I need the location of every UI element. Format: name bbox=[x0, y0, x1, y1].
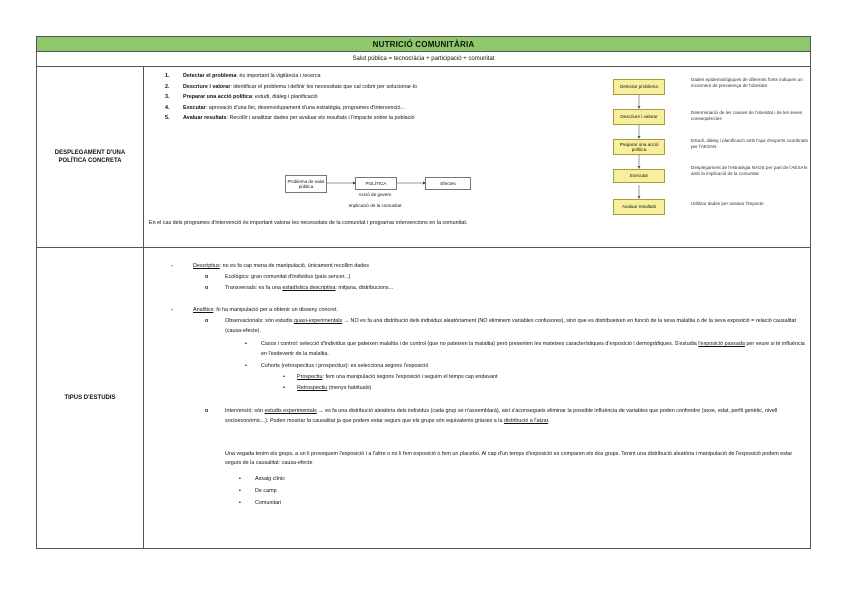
list-item: De camp bbox=[255, 488, 277, 494]
diagram-label-community: Implicació de la comunitat bbox=[348, 203, 402, 208]
row-study-types bbox=[37, 248, 810, 548]
casos-control-text: Casos i control: selecció d'individus que pateixen malaltia i de control (que no pateixen la malaltia) però presenten les mateixes característiques d'exposició i demogràfiques. S'estudia l'exposició passada per veure si té influència en l'esdevenir de la malaltia. bbox=[261, 341, 805, 358]
flow-box-describe: Descriure i valorar bbox=[613, 109, 665, 125]
diagram-box-effects: Efectes bbox=[425, 177, 471, 190]
intervencio-text: Intervenció: són estudis experimentals → es fa una distribució aleatòria dels individus (cada grup se n'assemblarà), així s'aconsegueix eliminar la possible influència de variables que poden confondre (sexe, edat, perfil genètic, nivell socioeconòmic...). Poden mostrar la causalitat ja que podem estar segurs que els grups són equivalents gràcies a la distribució a l'atzar. bbox=[225, 408, 778, 425]
page-title: NUTRICIÓ COMUNITÀRIA bbox=[37, 37, 810, 52]
bullet-dash-icon: - bbox=[171, 263, 173, 269]
policy-steps bbox=[165, 71, 625, 124]
list-item: Assaig clínic bbox=[255, 476, 285, 482]
diagram-box-policy: POLÍTICA bbox=[355, 177, 397, 190]
study-types-content bbox=[145, 248, 810, 548]
observacionals-text: Observacionals: són estudis quasi-experimentals → NO es fa una distribució dels individus aleatòriament (NO eliminem variables confusores), sinó que es distribueixen en funció de la seva malaltia o de la seva exposició = relació causalitat (causa-efecte). bbox=[225, 318, 796, 335]
notes-table bbox=[36, 36, 811, 549]
diagram-label-government: Acció de govern bbox=[358, 192, 392, 197]
bullet-square-icon: ▪ bbox=[245, 341, 247, 347]
policy-mini-diagram bbox=[285, 173, 485, 217]
bullet-circle-icon: o bbox=[205, 285, 209, 291]
row-label-policy: DESPLEGAMENT D'UNA POLÍTICA CONCRETA bbox=[37, 67, 144, 247]
flow-desc-describe: Determinació de les causes de l'obesitat i de les seves conseqüències bbox=[691, 110, 803, 121]
flow-desc-prepare: Estudi, diàleg i planificació amb l'ajut d'experts coordinats per l'AESAN bbox=[691, 138, 808, 149]
bullet-circle-icon: o bbox=[205, 274, 209, 280]
bullet-square-icon: ▪ bbox=[283, 374, 285, 380]
list-item: 1. Detectar el problema: és important la vigilància i recerca bbox=[165, 73, 321, 79]
diagram-box-problem: Problema de salut pública bbox=[285, 175, 327, 193]
cohorts-text: Cohorts (retrospectius i prospectius): es selecciona segons l'exposició bbox=[261, 363, 429, 369]
retrospectiu-text: Retrospectiu (menys habituals) bbox=[297, 385, 372, 391]
bullet-square-icon: ▪ bbox=[283, 385, 285, 391]
intervention-paragraph: Una vegada tenim els grups, a un li provoquem l'exposició i a l'altre o no li fem exposició o fem un placebo. Al cap d'un temps d'exposició es comparen els dos grups. Tenint una distribució aleatòria i manipulació de l'exposició podem estar segurs de la causalitat: causa-efecte bbox=[225, 451, 793, 466]
row-label-study-types: TIPUS D'ESTUDIS bbox=[37, 248, 144, 548]
list-item: 3. Preparar una acció política: estudi, diàleg i planificació bbox=[165, 94, 318, 101]
flow-desc-execute: Desplegament de l'estratègia NAOS per part de l'AESAN amb la implicació de la comunitat bbox=[691, 165, 807, 176]
flowchart-arrows bbox=[613, 77, 673, 245]
bullet-square-icon: ▪ bbox=[239, 500, 241, 506]
list-item: 2. Descriure i valorar: identificar el problema i definir les necessitats que cal cobrir per solucionar-lo bbox=[165, 83, 418, 90]
bullet-square-icon: ▪ bbox=[245, 363, 247, 369]
page-subtitle: Salut pública = tecnocràcia + participació + comunitat bbox=[37, 52, 810, 67]
bullet-dash-icon: - bbox=[171, 307, 173, 313]
flow-box-detect: Detectar problema bbox=[613, 79, 665, 95]
policy-closing-text: En el cas dels programes d'intervenció és important valorar les necessitats de la comunitat i programar intervencions en la comunitat. bbox=[149, 220, 468, 226]
bullet-circle-icon: o bbox=[205, 408, 209, 414]
flow-desc-evaluate: Utilitzar dades per avaluar l'impacte bbox=[691, 201, 764, 206]
ecologics-line: Ecològics: gran comunitat d'individus (país sencer...) bbox=[225, 274, 351, 280]
analitics-line: Analítics: hi ha manipulació per a obtenir un disseny concret. bbox=[193, 307, 339, 313]
flow-box-prepare: Preparar una acció política bbox=[613, 139, 665, 155]
list-item: 5. Avaluar resultats: Recollir i analitzar dades per avaluar els resultats i l'impacte sobre la població bbox=[165, 115, 415, 122]
flow-desc-detect: Dades epidemiològiques de diferents fonts indiquen un increment de prevalença de l'obesitat bbox=[691, 77, 803, 88]
flow-box-execute: Executar bbox=[613, 169, 665, 183]
transversals-line: Transversals: es fa una estadística descriptiva: mitjana, distribucions... bbox=[225, 285, 394, 291]
bullet-square-icon: ▪ bbox=[239, 488, 241, 494]
bullet-circle-icon: o bbox=[205, 318, 209, 324]
list-item: 4. Executar: aprovació d'una llei, desenvolupament d'una estratègia, programes d'intervenció... bbox=[165, 104, 405, 111]
flow-box-evaluate: Avaluar resultats bbox=[613, 199, 665, 215]
descriptius-line: Descriptius: no es fa cap mena de manipulació, únicament recollim dades bbox=[193, 263, 369, 269]
prospectiu-text: Prospectiu: fem una manipulació segons l'exposició i seguim el temps cap endavant bbox=[297, 374, 498, 380]
row-policy bbox=[37, 67, 810, 248]
list-item: Comunitari bbox=[255, 500, 282, 506]
policy-flowchart bbox=[613, 77, 813, 245]
policy-content bbox=[145, 67, 810, 247]
bullet-square-icon: ▪ bbox=[239, 476, 241, 482]
